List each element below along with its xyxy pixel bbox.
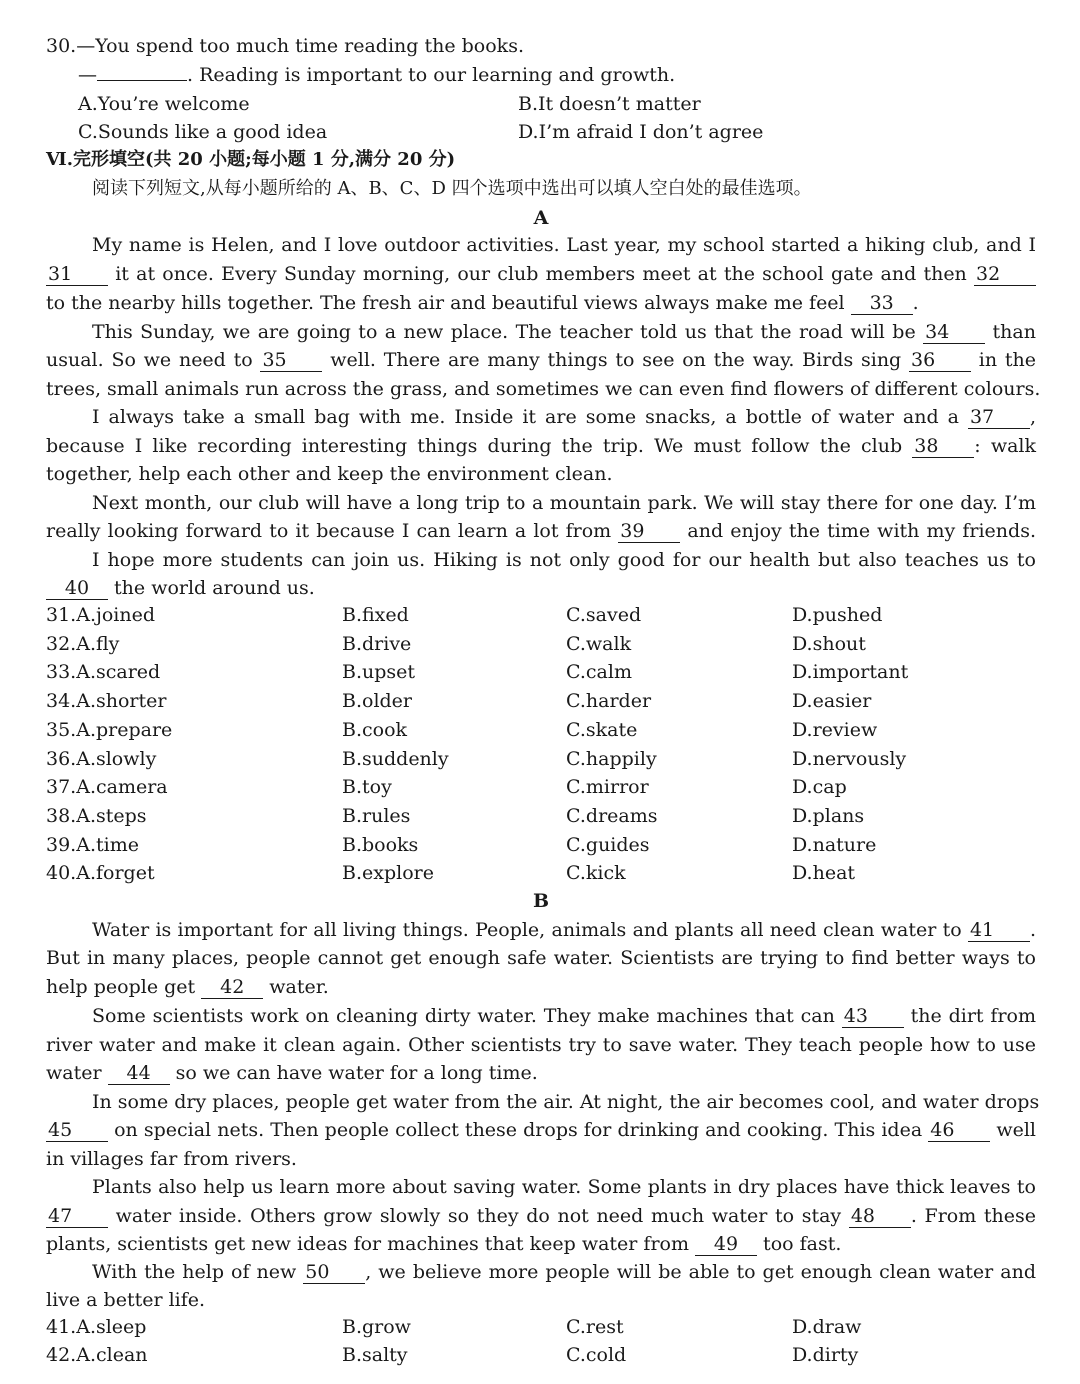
text-segment: water inside. Others grow slowly so they do not need much water to stay xyxy=(108,1205,849,1227)
text-segment: Plants also help us learn more about saving water. Some plants in dry places have thick leaves to xyxy=(92,1176,1036,1198)
text-segment: and enjoy the time with my friends. xyxy=(680,520,1036,542)
text-segment: . xyxy=(1029,919,1036,941)
q30-option-c: C.Sounds like a good idea xyxy=(78,121,328,143)
option-b: B.older xyxy=(342,690,413,713)
passage-a-line xyxy=(92,489,1036,517)
passage-a-line xyxy=(46,460,1036,488)
option-b: B.rules xyxy=(342,804,411,827)
option-b: B.explore xyxy=(342,862,434,885)
option-d: D.shout xyxy=(792,632,866,655)
text-segment: in the xyxy=(971,349,1036,371)
option-b: B.drive xyxy=(342,632,412,655)
option-a: 38.A.steps xyxy=(46,804,147,827)
passage-a-line xyxy=(46,517,1036,545)
blank-33: 33 xyxy=(851,292,913,315)
blank-48: 48 xyxy=(849,1205,911,1228)
passage-b-line xyxy=(46,1230,1036,1258)
q30-options-row1 xyxy=(46,90,1036,118)
option-row xyxy=(46,630,1036,658)
text-segment: river water and make it clean again. Other scientists try to save water. They teach people how to use xyxy=(46,1034,1036,1056)
passage-a-label: A xyxy=(533,207,549,229)
option-b: B.books xyxy=(342,833,419,856)
option-d: D.important xyxy=(792,661,909,684)
option-b: B.fixed xyxy=(342,604,409,626)
option-b: B.grow xyxy=(342,1316,411,1338)
text-segment: well xyxy=(990,1119,1036,1141)
blank-50: 50 xyxy=(303,1261,365,1284)
passage-b-line xyxy=(46,944,1036,972)
option-a: 40.A.forget xyxy=(46,862,155,885)
passage-b-line xyxy=(92,1002,1036,1030)
option-row xyxy=(46,687,1036,715)
option-row xyxy=(46,716,1036,744)
text-segment: I always take a small bag with me. Inside it are some snacks, a bottle of water and a xyxy=(92,406,968,428)
text-segment: usual. So we need to xyxy=(46,349,261,371)
passage-a-line xyxy=(46,289,1036,317)
blank-36: 36 xyxy=(909,349,971,372)
text-segment: I hope more students can join us. Hiking is not only good for our health but also teaches us to xyxy=(92,549,1036,571)
blank-34: 34 xyxy=(923,321,985,344)
blank-32: 32 xyxy=(974,263,1036,286)
option-c: C.cold xyxy=(566,1344,627,1366)
blank-45: 45 xyxy=(46,1119,108,1142)
option-a: 37.A.camera xyxy=(46,776,168,799)
option-a: 36.A.slowly xyxy=(46,747,157,770)
passage-a-line xyxy=(46,574,1036,602)
option-b: B.toy xyxy=(342,776,392,799)
option-row xyxy=(46,745,1036,773)
option-a: 35.A.prepare xyxy=(46,718,173,741)
text-segment: trees, small animals run across the grass, and sometimes we can even find flowers of different colours. xyxy=(46,378,1041,400)
text-segment: : walk xyxy=(974,435,1036,457)
option-row xyxy=(46,601,1036,629)
text-segment: because I like recording interesting things during the trip. We must follow the club xyxy=(46,435,913,457)
section-title: Ⅵ.完形填空(共 20 小题;每小题 1 分,满分 20 分) xyxy=(46,149,456,170)
q30-reply: . Reading is important to our learning and growth. xyxy=(187,64,676,86)
text-segment: Water is important for all living things. People, animals and plants all need clean water to xyxy=(92,919,968,941)
passage-a-line xyxy=(92,231,1036,259)
option-c: C.mirror xyxy=(566,776,649,799)
blank-40: 40 xyxy=(46,577,108,600)
passage-a-line xyxy=(92,403,1036,431)
text-segment: it at once. Every Sunday morning, our club members meet at the school gate and then xyxy=(108,263,974,285)
option-row xyxy=(46,658,1036,686)
text-segment: live a better life. xyxy=(46,1289,206,1311)
passage-a-line xyxy=(46,260,1036,288)
blank-42: 42 xyxy=(201,976,263,999)
passage-b-line xyxy=(46,1202,1036,1230)
text-segment: , xyxy=(1029,406,1036,428)
blank-41: 41 xyxy=(968,919,1030,942)
option-row xyxy=(46,802,1036,830)
option-c: C.rest xyxy=(566,1316,624,1338)
passage-b-line xyxy=(46,1145,1036,1173)
passage-b-line xyxy=(92,1088,1040,1116)
passage-a-line xyxy=(92,546,1036,574)
option-d: D.pushed xyxy=(792,604,883,626)
text-segment: Some scientists work on cleaning dirty water. They make machines that can xyxy=(92,1005,842,1027)
option-a: 39.A.time xyxy=(46,833,139,856)
q30-prompt: 30.—You spend too much time reading the books. xyxy=(46,35,524,57)
q30-option-a: A.You’re welcome xyxy=(78,93,250,115)
q30-dash: — xyxy=(78,64,97,86)
text-segment: so we can have water for a long time. xyxy=(169,1062,538,1084)
option-d: D.cap xyxy=(792,776,847,799)
option-row xyxy=(46,1313,1036,1341)
option-c: C.harder xyxy=(566,690,652,713)
option-b: B.salty xyxy=(342,1344,408,1366)
text-segment: This Sunday, we are going to a new place. The teacher told us that the road will be xyxy=(92,321,924,343)
blank-39: 39 xyxy=(618,520,680,543)
option-row xyxy=(46,773,1036,801)
passage-b-label: B xyxy=(532,890,550,912)
blank-31: 31 xyxy=(46,263,108,286)
text-segment: help people get xyxy=(46,976,202,998)
option-c: C.calm xyxy=(566,661,632,684)
text-segment: water xyxy=(46,1062,108,1084)
text-segment: Next month, our club will have a long trip to a mountain park. We will stay there for one day. I’m xyxy=(92,492,1036,514)
option-row xyxy=(46,859,1036,887)
text-segment: on special nets. Then people collect these drops for drinking and cooking. This idea xyxy=(108,1119,929,1141)
text-segment: too fast. xyxy=(757,1233,842,1255)
text-segment: plants, scientists get new ideas for machines that keep water from xyxy=(46,1233,696,1255)
passage-b-line xyxy=(46,1031,1036,1059)
option-d: D.review xyxy=(792,718,878,741)
q30-option-b: B.It doesn’t matter xyxy=(518,93,701,115)
text-segment: But in many places, people cannot get enough safe water. Scientists are trying to find better ways to xyxy=(46,947,1036,969)
blank-46: 46 xyxy=(928,1119,990,1142)
text-segment: , we believe more people will be able to get enough clean water and xyxy=(365,1261,1036,1283)
passage-b-line xyxy=(46,1059,1036,1087)
text-segment: well. There are many things to see on the way. Birds sing xyxy=(322,349,909,371)
passage-a-line xyxy=(46,346,1036,374)
option-c: C.kick xyxy=(566,862,626,885)
text-segment: in villages far from rivers. xyxy=(46,1148,297,1170)
option-d: D.nervously xyxy=(792,747,907,770)
text-segment: In some dry places, people get water from the air. At night, the air becomes cool, and water drops xyxy=(92,1091,1040,1113)
section-instruction: 阅读下列短文,从每小题所给的 A、B、C、D 四个选项中选出可以填人空白处的最佳选项。 xyxy=(92,178,812,199)
option-c: C.dreams xyxy=(566,804,658,827)
text-segment: My name is Helen, and I love outdoor activities. Last year, my school started a hiking club, and I xyxy=(92,234,1036,256)
text-segment: . From these xyxy=(910,1205,1037,1227)
passage-b-line xyxy=(46,1286,1036,1314)
blank-35: 35 xyxy=(260,349,322,372)
option-b: B.cook xyxy=(342,718,408,741)
blank-49: 49 xyxy=(695,1233,757,1256)
text-segment: really looking forward to it because I can learn a lot from xyxy=(46,520,619,542)
option-a: 32.A.fly xyxy=(46,632,120,655)
option-d: D.easier xyxy=(792,690,872,713)
option-a: 34.A.shorter xyxy=(46,690,167,713)
option-d: D.draw xyxy=(792,1316,862,1338)
option-d: D.nature xyxy=(792,833,877,856)
q30-options-row2 xyxy=(46,118,1036,146)
text-segment: to the nearby hills together. The fresh air and beautiful views always make me feel xyxy=(46,292,851,314)
blank-38: 38 xyxy=(912,435,974,458)
q30-blank xyxy=(97,80,187,81)
option-d: D.dirty xyxy=(792,1344,859,1366)
text-segment: together, help each other and keep the environment clean. xyxy=(46,463,613,485)
passage-b-line xyxy=(46,1116,1036,1144)
option-b: B.suddenly xyxy=(342,747,449,770)
option-a: 33.A.scared xyxy=(46,661,161,684)
option-d: D.heat xyxy=(792,862,856,885)
option-c: C.happily xyxy=(566,747,657,770)
q30-reply-line xyxy=(78,61,1036,89)
blank-43: 43 xyxy=(842,1005,904,1028)
option-a: 31.A.joined xyxy=(46,604,156,626)
option-c: C.saved xyxy=(566,604,642,626)
blank-47: 47 xyxy=(46,1205,108,1228)
option-d: D.plans xyxy=(792,804,865,827)
text-segment: water. xyxy=(263,976,329,998)
text-segment: the dirt from xyxy=(903,1005,1036,1027)
passage-b-line xyxy=(92,1173,1036,1201)
option-b: B.upset xyxy=(342,661,416,684)
option-a: 42.A.clean xyxy=(46,1344,148,1366)
option-c: C.skate xyxy=(566,718,638,741)
option-c: C.guides xyxy=(566,833,650,856)
passage-a-line xyxy=(92,318,1036,346)
option-row xyxy=(46,831,1036,859)
blank-37: 37 xyxy=(968,406,1030,429)
passage-b-line xyxy=(46,973,1036,1001)
blank-44: 44 xyxy=(108,1062,170,1085)
text-segment: than xyxy=(985,321,1036,343)
passage-a-line xyxy=(46,432,1036,460)
text-segment: the world around us. xyxy=(108,577,315,599)
option-a: 41.A.sleep xyxy=(46,1316,147,1338)
passage-a-line xyxy=(46,375,1041,403)
passage-b-line xyxy=(92,1258,1036,1286)
q30-option-d: D.I’m afraid I don’t agree xyxy=(518,121,764,143)
text-segment: . xyxy=(912,292,919,314)
passage-b-line xyxy=(92,916,1036,944)
option-row xyxy=(46,1341,1036,1369)
option-c: C.walk xyxy=(566,632,632,655)
text-segment: With the help of new xyxy=(92,1261,304,1283)
